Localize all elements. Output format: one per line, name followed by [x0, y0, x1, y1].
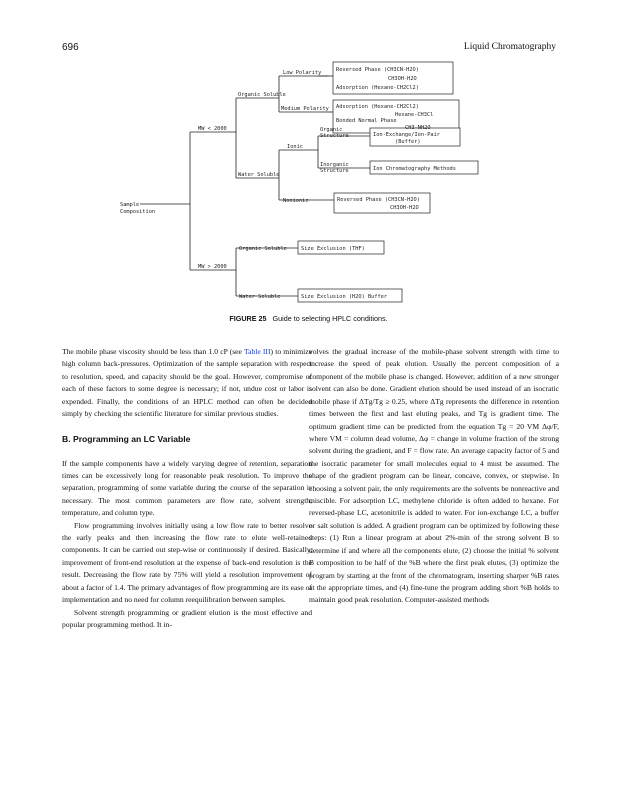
- left-para-1: [62, 346, 312, 421]
- figure-caption-text: Guide to selecting HPLC conditions.: [272, 314, 388, 323]
- left-column: [62, 346, 312, 631]
- result-rp1-line3: Adsorption (Hexane-CH2Cl2): [336, 85, 419, 91]
- result-ion-chromatography: Ion Chromatography Methods: [373, 166, 456, 172]
- para1-after: ) to minimize high column back-pressures. Optimization of the sample separation with respect to resolution, speed, and capacity should be the goal. However, compromise of each of these factors to some degree is necessary; if not, undue cost or labor is expended. Finally, the conditions of an HPLC method can often be decided simply by checking the scientific literature for similar previous studies.: [62, 347, 312, 419]
- right-column: [309, 346, 559, 607]
- para1-before: The mobile phase viscosity should be less than 1.0 cP (see: [62, 347, 244, 356]
- result-ads-line1: Adsorption (Hexane-CH2Cl2): [336, 104, 419, 110]
- result-size-exclusion-water: Size Exclusion (H2O) Buffer: [301, 294, 388, 300]
- node-inorganic: Inorganic: [320, 162, 349, 168]
- node-water-soluble-2: Water Soluble: [239, 294, 281, 300]
- result-ion-exchange-line2: (Buffer): [395, 139, 421, 145]
- left-para-4: Solvent strength programming or gradient elution is the most effective and popular programming method. It in-: [62, 607, 312, 630]
- left-para-3: Flow programming involves initially using a low flow rate to better resolve the early peaks and then increasing the flow rate to elute well-retained components. It can be carried out step-wise or continuously if desired. Basically, improvement of front-end resolution at the expense of back-end resolution is the result. Decreasing the flow rate by 75% will yield a resolution improvement of about a factor of 1.4. The primary advantages of flow programming are its ease of implementation and no need for column reequilibration between samples.: [62, 520, 312, 605]
- node-mw-lt: MW < 2000: [198, 126, 227, 132]
- hplc-selection-diagram: [0, 0, 617, 320]
- result-rp2-line2: CH3OH-H2O: [390, 205, 419, 211]
- right-para-1: volves the gradual increase of the mobile-phase solvent strength with time to increase the speed of peak elution. Usually the percent composition of a component of the mobile phase is changed. However, addition of a new stronger solvent can also be done. Gradient elution should be used instead of an isocratic mobile phase if ΔTg/Tg ≥ 0.25, where ΔTg represents the difference in retention times between the first and last eluting peaks, and Tg is gradient time. The optimum gradient time can be predicted from the equation Tg = 20 VM Δφ/F, where VM = column dead volume, Δφ = change in volume fraction of the strong solvent during the gradient, and F = flow rate. An average capacity factor of 5 and the isocratic parameter for small molecules equal to 4 must be assumed. The shape of the gradient program can be linear, concave, convex, or stepwise. In choosing a solvent pair, the only requirements are the solvents be nonreactive and miscible. For adsorption LC, methylene chloride is often added to hexane. For reversed-phase LC, acetonitrile is added to water. For ion-exchange LC, a buffer or salt solution is added. A gradient program can be optimized by following these steps: (1) Run a linear program at about 2%-min of the strong solvent B to determine if and where all the components elute, (2) choose the initial % solvent B composition to be half of the %B where the first peak elutes, (3) optimize the program by starting at the front of the chromatogram, inserting sharper %B rates at the appropriate times, and (4) fine-tune the program adding short %B holds to maintain good peak resolution. Computer-assisted methods: [309, 347, 559, 605]
- node-mw-gt: MW > 2000: [198, 264, 227, 270]
- node-sample: Sample: [120, 202, 140, 208]
- node-organic-soluble: Organic Soluble: [238, 92, 286, 98]
- result-ads-line2: Bonded Normal Phase: [336, 118, 397, 124]
- result-rp1-line1: Reversed Phase (CH3CN-H2O): [336, 67, 419, 73]
- result-ads-line3: Hexane-CH3Cl: [395, 112, 434, 118]
- node-organic: Organic: [320, 127, 343, 133]
- node-water-soluble: Water Soluble: [238, 172, 280, 178]
- node-composition: Composition: [120, 209, 156, 215]
- node-organic-structure: Structure: [320, 133, 349, 139]
- result-rp2-line1: Reversed Phase (CH3CN-H2O): [337, 197, 420, 203]
- node-inorganic-structure: Structure: [320, 168, 349, 174]
- result-ion-exchange-line1: Ion-Exchange/Ion-Pair: [373, 132, 440, 138]
- node-nonionic: Nonionic: [283, 198, 309, 204]
- result-ads-line4: CH3-NH2O: [405, 125, 431, 131]
- node-ionic: Ionic: [287, 144, 303, 150]
- node-low-polarity: Low Polarity: [283, 70, 322, 76]
- left-para-2: If the sample components have a widely varying degree of retention, separation times can be excessively long for reasonable peak resolution. To improve the separation, programming of some variable during the course of the separation is necessary. The most common parameters are flow rate, solvent strength, temperature, and column type.: [62, 458, 312, 518]
- figure-caption: [0, 314, 617, 323]
- node-medium-polarity: Medium Polarity: [281, 106, 329, 112]
- running-title: Liquid Chromatography: [463, 42, 556, 52]
- figure-caption-label: FIGURE 25: [229, 314, 267, 323]
- table-iii-link[interactable]: Table III: [243, 347, 271, 356]
- section-title: B. Programming an LC Variable: [62, 433, 191, 444]
- page-number: 696: [62, 42, 79, 53]
- result-rp1-line2: CH3OH-H2O: [388, 76, 417, 82]
- result-size-exclusion-thf: Size Exclusion (THF): [301, 246, 365, 252]
- node-organic-soluble-2: Organic Soluble: [239, 246, 287, 252]
